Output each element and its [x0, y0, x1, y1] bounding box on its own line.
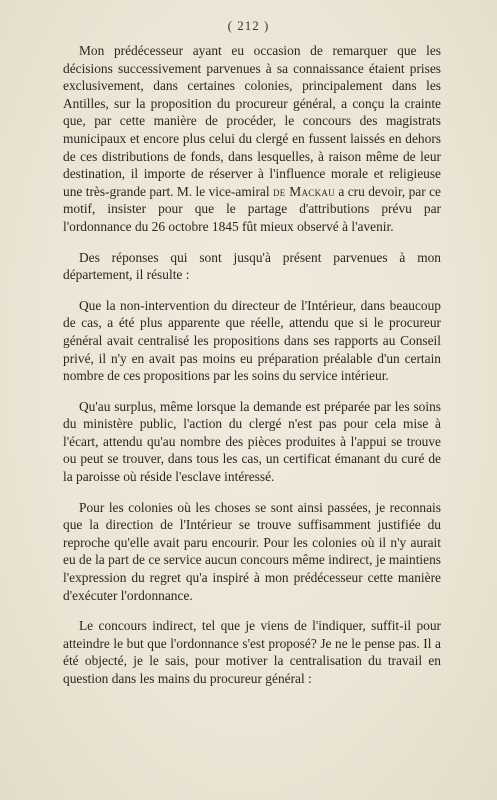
page-number: ( 212 ) [227, 18, 270, 33]
paragraph-6: Le concours indirect, tel que je viens de l'indiquer, suffit-il pour atteindre le but que l'ordonnance s'est proposé? Je ne le pense pas. Il a été objecté, je le sais, pour motiver la centralisation du travail en question dans les mains du procureur général : [63, 618, 441, 686]
paragraph-4: Qu'au surplus, même lorsque la demande est préparée par les soins du ministère public, l'action du clergé n'est pas pour cela mise à l'écart, attendu qu'au nombre des pièces produites à l'appui se trouve ou peut se trouver, dans tous les cas, un certificat émanant du curé de la paroisse où réside l'esclave intéressé. [63, 398, 441, 485]
paragraph-1-smallcaps-name: de Mackau [272, 183, 335, 199]
paragraph-1-text: Mon prédécesseur ayant eu occasion de remarquer que les décisions successivement parvenues à sa connaissance étaient prises exclusivement, dans certaines colonies, principalement dans les Antilles, sur la proposition du procureur général, a conçu la crainte que, par cette manière de procéder, le concours des magistrats municipaux et encore plus celui du clergé en fussent laissés en dehors de ces distributions de fonds, dans lesquelles, à raison même de leur destination, il importe de réserver à l'influence morale et religieuse une très-grande part. M. le vice-amiral [63, 43, 441, 199]
paragraph-5: Pour les colonies où les choses se sont ainsi passées, je reconnais que la direction de l'Intérieur se trouve suffisamment justifiée du reproche qu'elle avait paru encourir. Pour les colonies où il n'y aurait eu de la part de ce service aucun concours même indirect, je maintiens l'expression du regret qu'a inspiré à mon prédécesseur cette manière d'exécuter l'ordonnance. [63, 499, 441, 603]
paragraph-1 [63, 42, 441, 236]
body-text [63, 42, 441, 701]
paragraph-1-text-end: a cru devoir, par ce motif, insister pour que le partage d'attributions prévu par l'ordonnance du 26 octobre 1845 fût mieux observé à l'avenir. [63, 183, 441, 234]
paragraph-2: Des réponses qui sont jusqu'à présent parvenues à mon département, il résulte : [63, 249, 441, 283]
paragraph-3: Que la non-intervention du directeur de l'Intérieur, dans beaucoup de cas, a été plus apparente que réelle, attendu que si le procureur général avait centralisé les propositions dans ses rapports au Conseil privé, il n'y en avait pas moins eu préparation préalable d'un certain nombre de ces propositions par les soins du service intérieur. [63, 297, 441, 384]
